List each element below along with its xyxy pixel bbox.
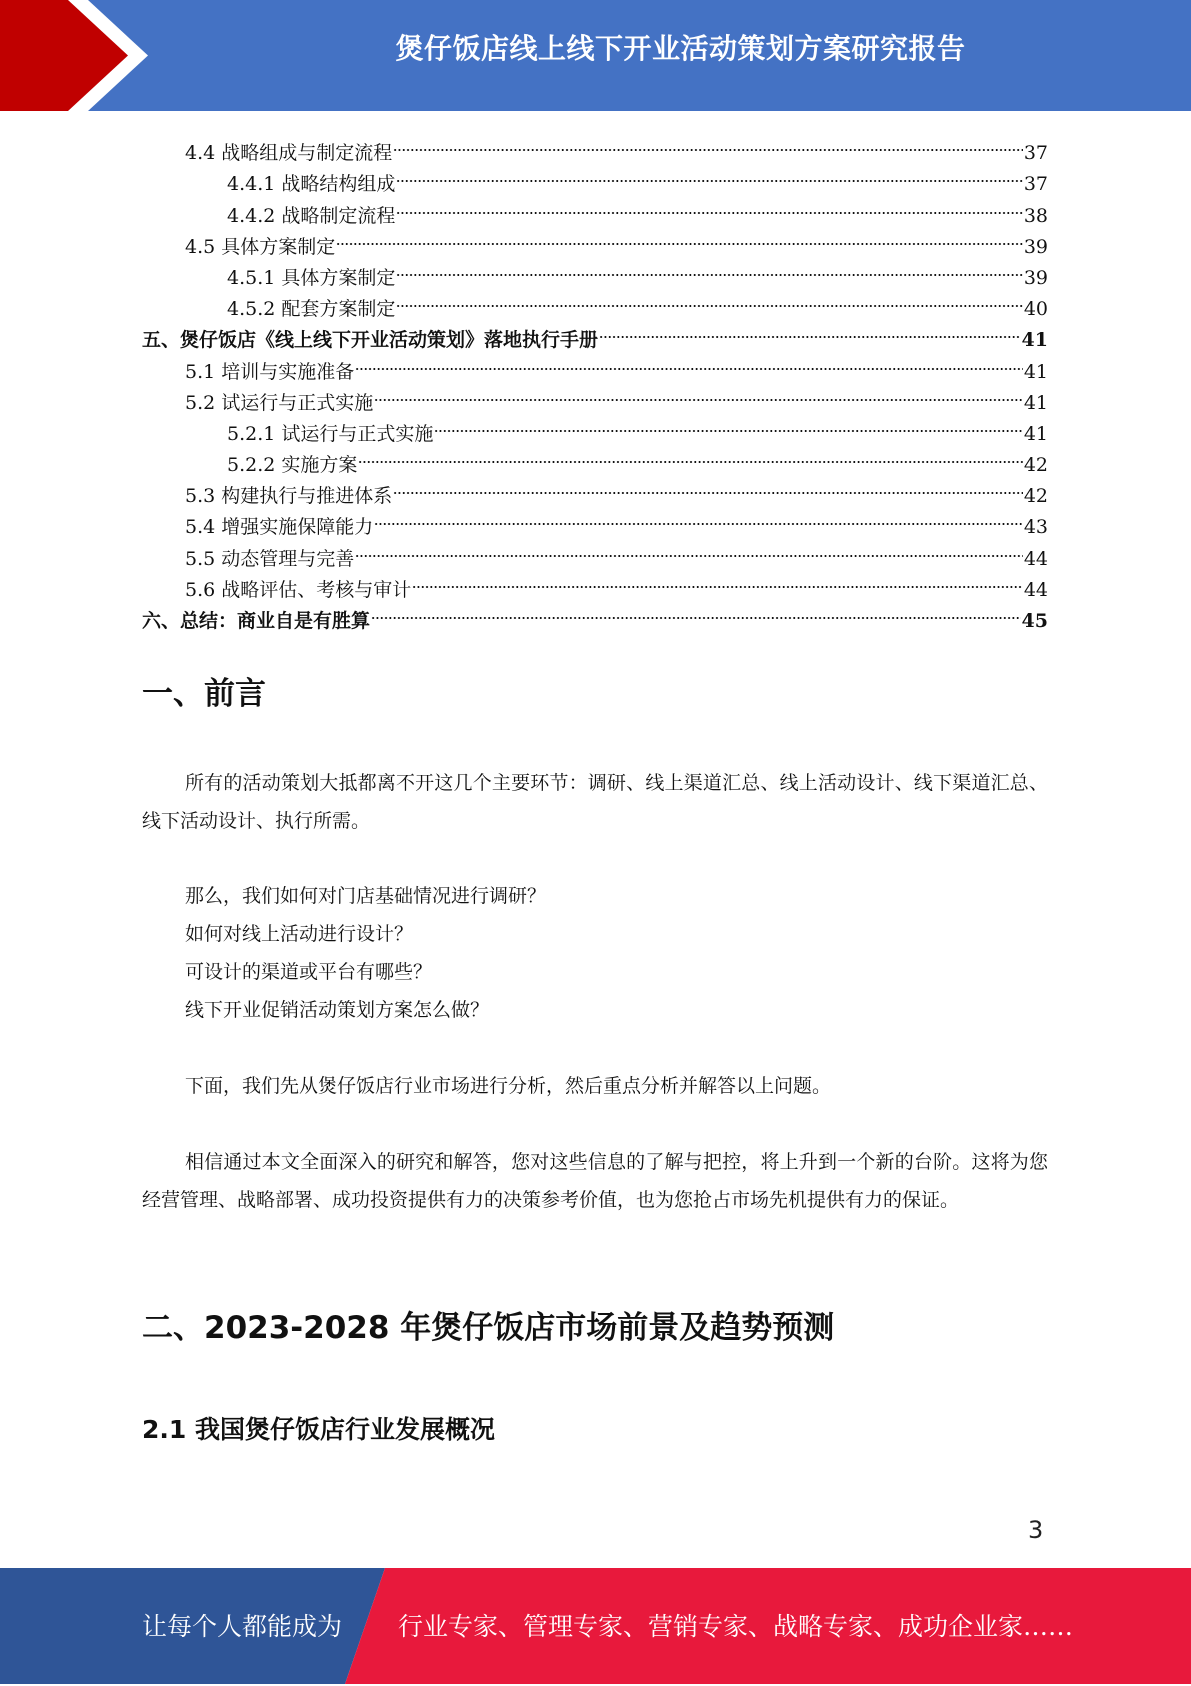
toc-entry-label: 5.2 试运行与正式实施 xyxy=(185,391,374,414)
toc-entry-label: 5.4 增强实施保障能力 xyxy=(185,516,374,539)
toc-entry-page: 44 xyxy=(1023,547,1048,570)
question-line-4: 线下开业促销活动策划方案怎么做？ xyxy=(185,999,490,1021)
toc-dot-leader xyxy=(374,378,1023,409)
toc-entry-page: 37 xyxy=(1023,142,1048,165)
document-title: 煲仔饭店线上线下开业活动策划方案研究报告 xyxy=(395,32,966,65)
toc-entry-page: 43 xyxy=(1023,516,1048,539)
toc-entry-page: 41 xyxy=(1023,422,1048,445)
toc-entry-label: 五、煲仔饭店《线上线下开业活动策划》落地执行手册 xyxy=(142,329,599,352)
toc-entry-page: 41 xyxy=(1023,360,1048,383)
preface-intro-paragraph: 所有的活动策划大抵都离不开这几个主要环节：调研、线上渠道汇总、线上活动设计、线下渠道汇总、线下活动设计、执行所需。 xyxy=(142,772,1048,832)
toc-entry-label: 5.5 动态管理与完善 xyxy=(185,547,355,570)
footer-slogan-left: 让每个人都能成为 xyxy=(142,1612,343,1641)
analysis-intro-paragraph: 下面，我们先从煲仔饭店行业市场进行分析，然后重点分析并解答以上问题。 xyxy=(185,1075,832,1097)
toc-entry-label: 5.2.1 试运行与正式实施 xyxy=(227,422,434,445)
toc-entry-page: 42 xyxy=(1023,485,1048,508)
section-heading-market-outlook: 二、2023-2028 年煲仔饭店市场前景及趋势预测 xyxy=(142,1310,835,1346)
toc-dot-leader xyxy=(396,284,1022,315)
table-of-contents xyxy=(142,128,1048,632)
toc-dot-leader xyxy=(412,565,1023,596)
toc-entry-page: 39 xyxy=(1023,266,1048,289)
question-line-3: 可设计的渠道或平台有哪些？ xyxy=(185,961,433,983)
section-heading-preface: 一、前言 xyxy=(142,676,266,712)
toc-dot-leader xyxy=(599,315,1021,346)
toc-dot-leader xyxy=(374,502,1023,533)
toc-entry-label: 5.6 战略评估、考核与审计 xyxy=(185,578,412,601)
toc-dot-leader xyxy=(371,596,1021,627)
toc-dot-leader xyxy=(355,533,1023,564)
subsection-heading-industry-overview: 2.1 我国煲仔饭店行业发展概况 xyxy=(142,1415,495,1444)
toc-entry-page: 38 xyxy=(1023,204,1048,227)
toc-entry-label: 4.5 具体方案制定 xyxy=(185,235,336,258)
toc-entry-label: 4.5.2 配套方案制定 xyxy=(227,298,396,321)
toc-entry-page: 45 xyxy=(1021,610,1048,632)
toc-entry-label: 5.1 培训与实施准备 xyxy=(185,360,355,383)
red-chevron-decoration xyxy=(0,0,160,111)
toc-entry[interactable] xyxy=(142,128,1048,165)
toc-entry-page: 44 xyxy=(1023,578,1048,601)
page-footer xyxy=(0,1568,1191,1684)
toc-entry-label: 4.4 战略组成与制定流程 xyxy=(185,142,393,165)
page-header xyxy=(0,0,1191,111)
toc-dot-leader xyxy=(434,409,1022,440)
closing-paragraph: 相信通过本文全面深入的研究和解答，您对这些信息的了解与把控，将上升到一个新的台阶。这将为您经营管理、战略部署、成功投资提供有力的决策参考价值，也为您抢占市场先机提供有力的保证。 xyxy=(142,1151,1048,1211)
toc-dot-leader xyxy=(396,190,1022,221)
toc-entry-label: 4.5.1 具体方案制定 xyxy=(227,266,396,289)
toc-entry-page: 41 xyxy=(1021,329,1048,352)
question-line-2: 如何对线上活动进行设计？ xyxy=(185,923,414,945)
toc-dot-leader xyxy=(393,471,1023,502)
toc-entry-page: 41 xyxy=(1023,391,1048,414)
toc-entry-label: 5.2.2 实施方案 xyxy=(227,454,358,477)
toc-dot-leader xyxy=(336,222,1023,253)
toc-dot-leader xyxy=(393,128,1023,159)
toc-dot-leader xyxy=(396,159,1022,190)
toc-dot-leader xyxy=(358,440,1022,471)
toc-dot-leader xyxy=(355,346,1023,377)
page-number: 3 xyxy=(1028,1516,1044,1544)
toc-entry-page: 42 xyxy=(1023,454,1048,477)
question-line-1: 那么，我们如何对门店基础情况进行调研？ xyxy=(185,885,547,907)
toc-entry-label: 4.4.1 战略结构组成 xyxy=(227,173,396,196)
toc-entry-label: 4.4.2 战略制定流程 xyxy=(227,204,396,227)
toc-entry-label: 5.3 构建执行与推进体系 xyxy=(185,485,393,508)
toc-entry-page: 39 xyxy=(1023,235,1048,258)
footer-slogan-right: 行业专家、管理专家、营销专家、战略专家、成功企业家…… xyxy=(398,1612,1074,1641)
toc-entry-page: 40 xyxy=(1023,298,1048,321)
toc-entry-label: 六、总结：商业自是有胜算 xyxy=(142,610,371,632)
toc-dot-leader xyxy=(396,253,1022,284)
toc-entry-page: 37 xyxy=(1023,173,1048,196)
